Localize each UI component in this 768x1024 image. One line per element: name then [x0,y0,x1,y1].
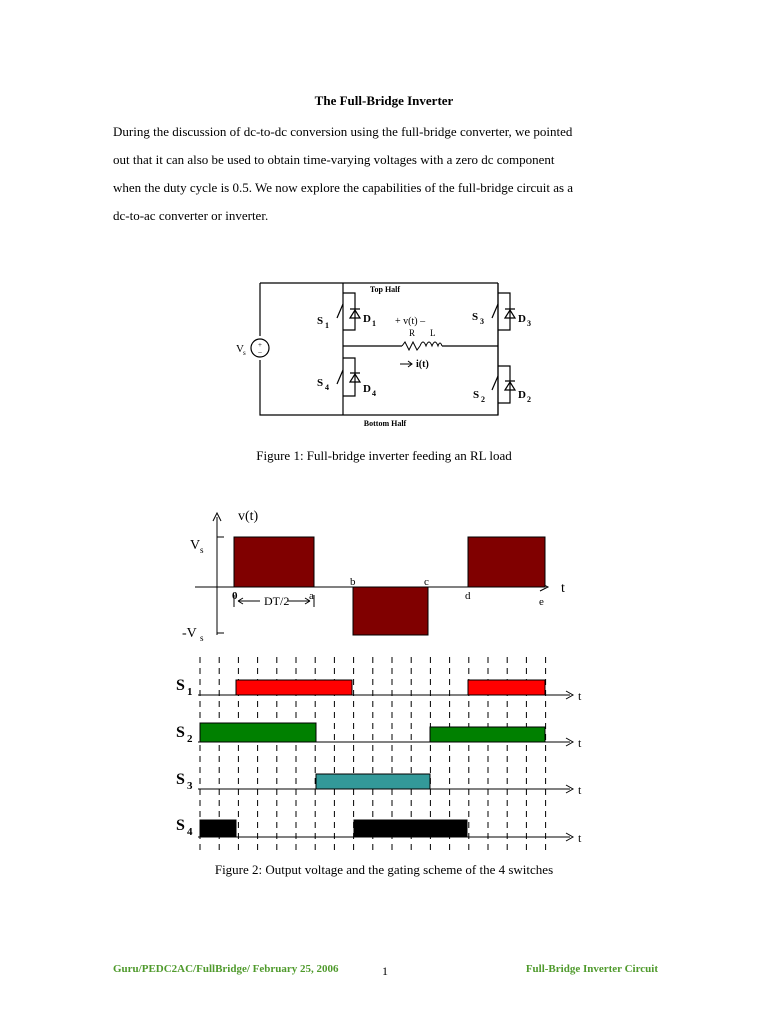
page-title: The Full-Bridge Inverter [314,93,454,108]
voltage-label: + v(t) – [395,316,426,327]
s3-row-label: S [176,771,185,788]
s3-t-label: t [578,783,582,797]
waveform-diagram [170,505,590,855]
point-e-label: e [539,596,544,608]
vs-label: V [190,538,201,553]
s2-pulse [430,727,545,742]
paragraph-line: dc-to-ac converter or inverter. [113,208,269,223]
svg-text:+: + [258,341,262,349]
d2-label: D [518,389,526,401]
figure2-caption: Figure 2: Output voltage and the gating scheme of the 4 switches [214,862,554,877]
paragraph-line: when the duty cycle is 0.5. We now explore the capabilities of the full-bridge circuit as a [113,180,574,195]
point-c-label: c [424,576,429,588]
s1-row-label: S [176,677,185,694]
dc-source-icon [251,339,269,357]
d4-label: D [363,383,371,395]
full-bridge-circuit-diagram [210,278,560,428]
neg-vs-label: -V [182,626,197,641]
s3-pulse [316,774,430,789]
circuit-top-wire [260,283,498,415]
vs-label-sub: s [200,545,204,555]
d4-label-sub: 4 [372,389,376,398]
s3-label-sub: 3 [480,317,484,326]
vt-y-axis [213,513,221,635]
s2-label: S [473,389,480,401]
current-label: i(t) [416,359,429,370]
d2-label-sub: 2 [527,395,531,404]
s3-row-label-sub: 3 [187,780,193,792]
page-number: 1 [382,964,388,978]
s1-label-sub: 1 [325,321,329,330]
d3-label-sub: 3 [527,319,531,328]
s1-label: S [317,315,324,327]
s1-pulse [236,680,352,695]
paragraph-line: During the discussion of dc-to-dc conversion using the full-bridge converter, we pointed [113,124,573,139]
voltage-pulse-negative [353,587,428,635]
point-b-label: b [350,576,356,588]
voltage-pulse-positive [468,537,545,587]
s4-label-sub: 4 [325,383,329,392]
current-arrow-icon [400,361,412,367]
page-footer [113,963,658,979]
intro-paragraph [113,118,673,230]
s4-pulse [200,820,236,837]
vt-axis-label: v(t) [238,509,259,524]
s2-t-label: t [578,736,582,750]
s3-label: S [472,311,479,323]
footer-left: Guru/PEDC2AC/FullBridge/ February 25, 2006 [113,963,339,975]
s1-t-label: t [578,689,582,703]
d1-label: D [363,313,371,325]
inductor-icon [420,342,442,346]
source-label: V [236,343,244,355]
s4-label: S [317,377,324,389]
point-zero-label: 0 [232,590,238,602]
s4-row-label: S [176,817,185,834]
s2-label-sub: 2 [481,395,485,404]
s4-pulse [354,820,467,837]
s4-t-label: t [578,831,582,845]
s4-row-label-sub: 4 [187,826,193,838]
s2-pulse [200,723,316,742]
figure1-caption: Figure 1: Full-bridge inverter feeding an RL load [256,448,512,463]
point-a-label: a [309,590,314,602]
svg-text:–: – [258,348,262,356]
voltage-pulse-positive [234,537,314,587]
s2-row-label-sub: 2 [187,733,193,745]
paragraph-line: out that it can also be used to obtain time-varying voltages with a zero dc component [113,152,555,167]
top-half-label: Top Half [369,285,401,294]
t-axis-label: t [561,581,565,596]
inductor-label: L [430,328,436,338]
footer-right: Full-Bridge Inverter Circuit [525,963,658,975]
d3-label: D [518,313,526,325]
source-label-sub: s [243,349,246,357]
s2-row-label: S [176,724,185,741]
neg-vs-label-sub: s [200,633,204,643]
s1-pulse [468,680,545,695]
resistor-icon [402,342,420,350]
d1-label-sub: 1 [372,319,376,328]
dt2-label: DT/2 [264,594,290,608]
s1-row-label-sub: 1 [187,686,193,698]
resistor-label: R [409,328,416,338]
point-d-label: d [465,590,471,602]
bottom-half-label: Bottom Half [363,419,407,428]
